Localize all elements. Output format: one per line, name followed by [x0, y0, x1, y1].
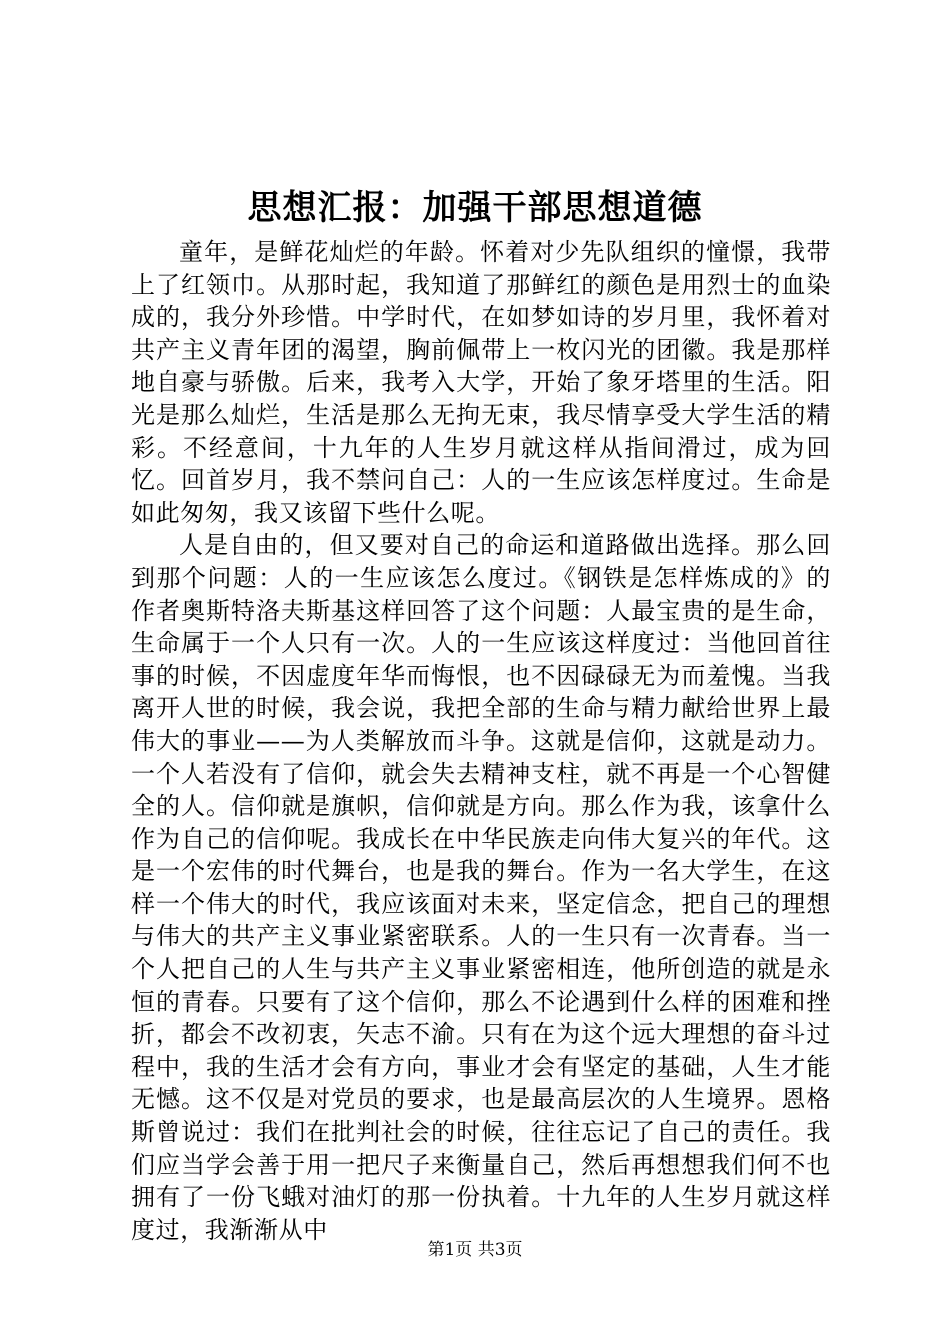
- paragraph-2: 人是自由的，但又要对自己的命运和道路做出选择。那么回到那个问题：人的一生应该怎么度过。《钢铁是怎样炼成的》的作者奥斯特洛夫斯基这样回答了这个问题：人最宝贵的是生命，生命属于一个人只有一次。人的一生应该这样度过：当他回首往事的时候，不因虚度年华而悔恨，也不因碌碌无为而羞愧。当我离开人世的时候，我会说，我把全部的生命与精力献给世界上最伟大的事业——为人类解放而斗争。这就是信仰，这就是动力。一个人若没有了信仰，就会失去精神支柱，就不再是一个心智健全的人。信仰就是旗帜，信仰就是方向。那么作为我，该拿什么作为自己的信仰呢。我成长在中华民族走向伟大复兴的年代。这是一个宏伟的时代舞台，也是我的舞台。作为一名大学生，在这样一个伟大的时代，我应该面对未来，坚定信念，把自己的理想与伟大的共产主义事业紧密联系。人的一生只有一次青春。当一个人把自己的人生与共产主义事业紧密相连，他所创造的就是永恒的青春。只要有了这个信仰，那么不论遇到什么样的困难和挫折，都会不改初衷，矢志不渝。只有在为这个远大理想的奋斗过程中，我的生活才会有方向，事业才会有坚定的基础，人生才能无憾。这不仅是对党员的要求，也是最高层次的人生境界。恩格斯曾说过：我们在批判社会的时候，往往忘记了自己的责任。我们应当学会善于用一把尺子来衡量自己，然后再想想我们何不也拥有了一份飞蛾对油灯的那一份执着。十九年的人生岁月就这样度过，我渐渐从中: [131, 531, 831, 1244]
- page-number-footer: 第1页 共3页: [427, 1240, 523, 1260]
- paragraph-1: 童年，是鲜花灿烂的年龄。怀着对少先队组织的憧憬，我带上了红领巾。从那时起，我知道了那鲜红的颜色是用烈士的血染成的，我分外珍惜。中学时代，在如梦如诗的岁月里，我怀着对共产主义青年团的渴望，胸前佩带上一枚闪光的团徽。我是那样地自豪与骄傲。后来，我考入大学，开始了象牙塔里的生活。阳光是那么灿烂，生活是那么无拘无束，我尽情享受大学生活的精彩。不经意间，十九年的人生岁月就这样从指间滑过，成为回忆。回首岁月，我不禁问自己：人的一生应该怎样度过。生命是如此匆匆，我又该留下些什么呢。: [131, 238, 831, 527]
- document-title: 思想汇报：加强干部思想道德: [247, 188, 703, 228]
- document-body: [131, 236, 831, 1246]
